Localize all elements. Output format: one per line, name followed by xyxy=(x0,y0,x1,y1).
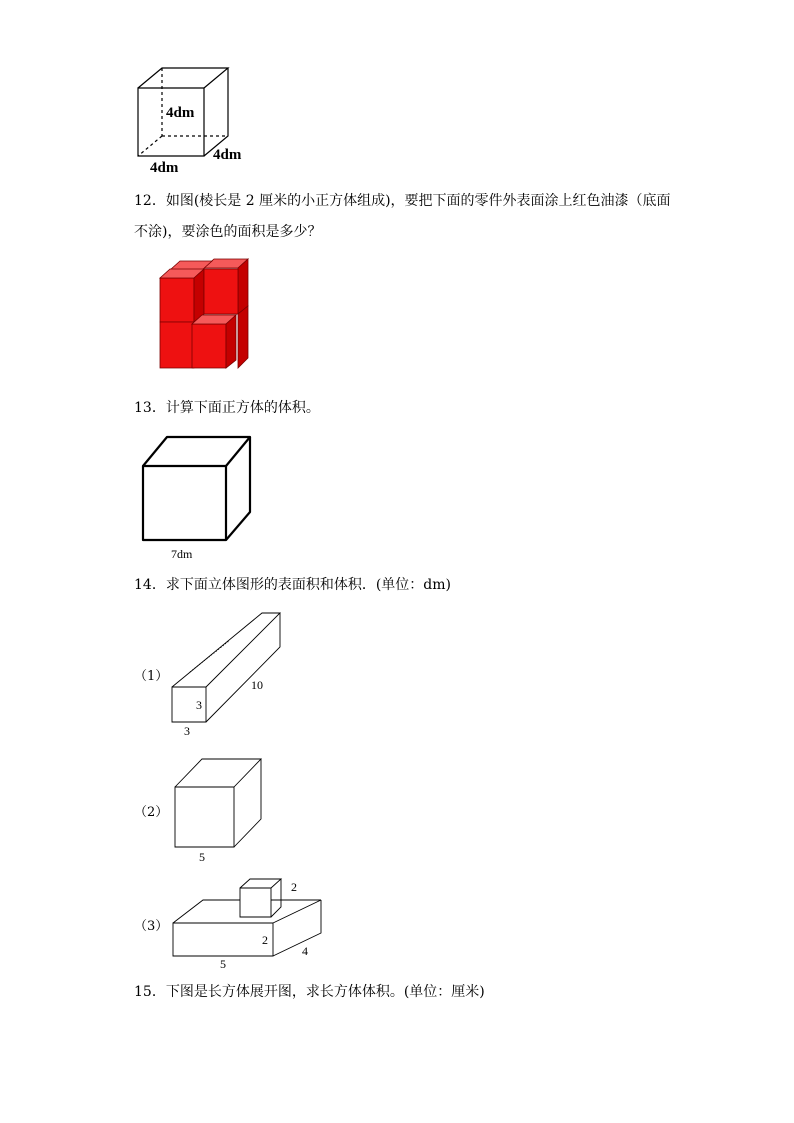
part-3-label: （3） xyxy=(134,919,169,934)
cube-depth-label: 4dm xyxy=(213,147,242,163)
base-height-label: 2 xyxy=(262,933,268,947)
question-13-text: 13．计算下面正方体的体积。 xyxy=(134,400,320,416)
cube-7dm-drawing xyxy=(140,434,260,549)
long-prism-drawing xyxy=(170,611,290,726)
prism-height-label: 3 xyxy=(196,698,202,712)
prism-length-label: 10 xyxy=(251,678,263,692)
red-cubes-figure xyxy=(158,256,258,371)
base-depth-label: 4 xyxy=(302,944,308,958)
base-length-label: 5 xyxy=(220,957,226,971)
part-1-label: （1） xyxy=(134,669,169,684)
cube-width-label: 4dm xyxy=(150,160,179,176)
cube-5-label: 5 xyxy=(199,850,205,864)
question-12-line-1: 12．如图(棱长是 2 厘米的小正方体组成)，要把下面的零件外表面涂上红色油漆（底面 xyxy=(134,193,671,209)
cube-5-drawing xyxy=(172,757,272,857)
small-cube-label: 2 xyxy=(291,880,297,894)
cube-edge-label: 7dm xyxy=(171,547,193,561)
part-2-label: （2） xyxy=(134,805,169,820)
cube-height-label: 4dm xyxy=(166,105,195,121)
question-15-text: 15．下图是长方体展开图，求长方体体积。(单位：厘米) xyxy=(134,984,485,1000)
question-14-text: 14．求下面立体图形的表面积和体积．(单位：dm) xyxy=(134,577,451,593)
prism-width-label: 3 xyxy=(184,724,190,738)
question-12-line-2: 不涂)，要涂色的面积是多少？ xyxy=(134,224,322,240)
